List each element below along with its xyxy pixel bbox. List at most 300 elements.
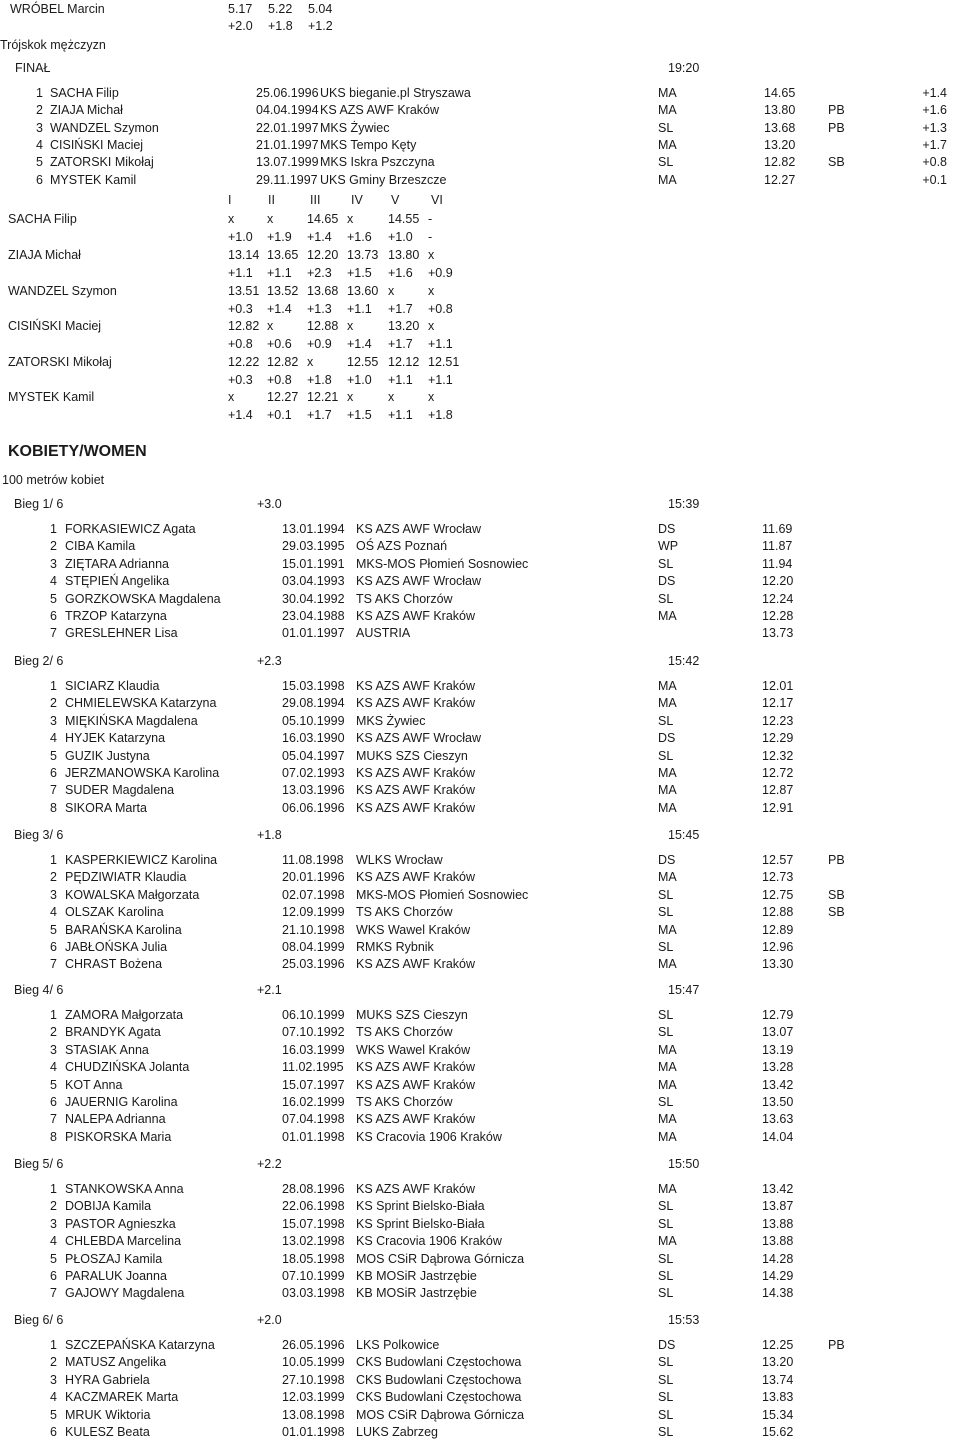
birth-date: 29.08.1994: [282, 696, 345, 710]
attempt-wind: +1.6: [347, 230, 372, 244]
mark: 13.73: [762, 626, 794, 640]
club: LUKS Zabrzeg: [356, 1425, 438, 1439]
event-title: 100 metrów kobiet: [2, 473, 105, 487]
athlete-name: CISIŃSKI Maciej: [8, 319, 102, 333]
birth-date: 21.10.1998: [282, 923, 345, 937]
club: AUSTRIA: [356, 626, 411, 640]
club: KS AZS AWF Wrocław: [356, 522, 482, 536]
mark: 12.82: [764, 155, 796, 169]
club: KS AZS AWF Kraków: [356, 1078, 476, 1092]
wind: +1.3: [922, 121, 947, 135]
region: MA: [658, 1060, 677, 1074]
carry-mark: 5.22: [268, 2, 293, 16]
mark: 12.01: [762, 679, 794, 693]
attempt-mark: 14.55: [388, 212, 420, 226]
attempt-mark: 12.82: [228, 319, 260, 333]
attempt-mark: 12.12: [388, 355, 420, 369]
place: 1: [50, 522, 57, 536]
attempt-mark: x: [428, 284, 435, 298]
region: MA: [658, 609, 677, 623]
region: MA: [658, 1043, 677, 1057]
attempt-mark: -: [428, 212, 433, 226]
mark: 12.91: [762, 801, 794, 815]
attempt-mark: x: [228, 390, 235, 404]
region: SL: [658, 1199, 674, 1213]
athlete-name: GORZKOWSKA Magdalena: [65, 592, 221, 606]
attempt-mark: 13.65: [267, 248, 299, 262]
record-note: PB: [828, 121, 845, 135]
heat-wind: +2.2: [257, 1157, 282, 1171]
birth-date: 01.01.1997: [282, 626, 345, 640]
attempt-mark: x: [388, 284, 395, 298]
mark: 13.88: [762, 1217, 794, 1231]
heat-label: Bieg 2/ 6: [14, 654, 64, 668]
athlete-name: MATUSZ Angelika: [65, 1355, 167, 1369]
region: SL: [658, 1217, 674, 1231]
birth-date: 29.03.1995: [282, 539, 345, 553]
birth-date: 05.04.1997: [282, 749, 345, 763]
heat-time: 15:47: [668, 983, 700, 997]
mark: 13.07: [762, 1025, 794, 1039]
carry-name: WRÓBEL Marcin: [10, 2, 105, 16]
region: SL: [658, 592, 674, 606]
attempt-mark: 14.65: [307, 212, 339, 226]
carry-wind: +1.8: [268, 19, 293, 33]
birth-date: 13.03.1996: [282, 783, 345, 797]
attempt-mark: 13.51: [228, 284, 260, 298]
region: DS: [658, 1338, 676, 1352]
athlete-name: MIĘKIŃSKA Magdalena: [65, 714, 198, 728]
birth-date: 08.04.1999: [282, 940, 345, 954]
region: DS: [658, 522, 676, 536]
attempt-wind: +1.1: [388, 373, 413, 387]
attempt-wind: +1.0: [388, 230, 413, 244]
wind: +1.4: [922, 86, 947, 100]
place: 4: [50, 905, 57, 919]
athlete-name: ZIAJA Michał: [8, 248, 81, 262]
place: 6: [50, 940, 57, 954]
heat-wind: +2.0: [257, 1313, 282, 1327]
mark: 12.87: [762, 783, 794, 797]
attempt-wind: +1.8: [307, 373, 332, 387]
attempt-mark: 12.88: [307, 319, 339, 333]
birth-date: 01.01.1998: [282, 1425, 345, 1439]
attempt-wind: +1.4: [307, 230, 332, 244]
attempt-mark: 12.27: [267, 390, 299, 404]
birth-date: 15.01.1991: [282, 557, 345, 571]
club: MOS CSiR Dąbrowa Górnicza: [356, 1408, 525, 1422]
club: KS Cracovia 1906 Kraków: [356, 1130, 502, 1144]
birth-date: 06.10.1999: [282, 1008, 345, 1022]
attempt-mark: x: [347, 212, 354, 226]
place: 7: [50, 1286, 57, 1300]
athlete-name: SACHA Filip: [8, 212, 77, 226]
place: 1: [50, 1338, 57, 1352]
region: SL: [658, 155, 674, 169]
heat-label: Bieg 1/ 6: [14, 497, 64, 511]
attempt-mark: 12.22: [228, 355, 260, 369]
athlete-name: DOBIJA Kamila: [65, 1199, 152, 1213]
birth-date: 13.02.1998: [282, 1234, 345, 1248]
club: MKS Tempo Kęty: [320, 138, 417, 152]
club: CKS Budowlani Częstochowa: [356, 1373, 522, 1387]
heat-wind: +1.8: [257, 828, 282, 842]
attempt-mark: 13.60: [347, 284, 379, 298]
region: SL: [658, 888, 674, 902]
birth-date: 20.01.1996: [282, 870, 345, 884]
club: KS AZS AWF Kraków: [320, 103, 440, 117]
place: 2: [50, 1025, 57, 1039]
region: MA: [658, 1182, 677, 1196]
athlete-name: KULESZ Beata: [65, 1425, 150, 1439]
mark: 13.83: [762, 1390, 794, 1404]
birth-date: 28.08.1996: [282, 1182, 345, 1196]
place: 5: [50, 923, 57, 937]
heat-label: Bieg 4/ 6: [14, 983, 64, 997]
attempt-wind: +1.0: [228, 230, 253, 244]
birth-date: 13.01.1994: [282, 522, 345, 536]
region: DS: [658, 853, 676, 867]
athlete-name: STANKOWSKA Anna: [65, 1182, 184, 1196]
athlete-name: MYSTEK Kamil: [50, 173, 137, 187]
birth-date: 04.04.1994: [256, 103, 319, 117]
attempt-wind: +0.9: [428, 266, 453, 280]
mark: 12.25: [762, 1338, 794, 1352]
athlete-name: PŁOSZAJ Kamila: [65, 1252, 163, 1266]
place: 6: [36, 173, 43, 187]
birth-date: 22.06.1998: [282, 1199, 345, 1213]
mark: 11.87: [762, 539, 793, 553]
place: 4: [50, 1060, 57, 1074]
place: 4: [50, 1390, 57, 1404]
mark: 13.19: [762, 1043, 794, 1057]
birth-date: 25.06.1996: [256, 86, 319, 100]
section-heading: KOBIETY/WOMEN: [8, 443, 147, 460]
athlete-name: PĘDZIWIATR Klaudia: [65, 870, 187, 884]
attempt-wind: +1.7: [388, 337, 413, 351]
place: 3: [50, 557, 57, 571]
attempt-mark: x: [267, 319, 274, 333]
attempt-wind: +2.3: [307, 266, 332, 280]
heat-wind: +2.1: [257, 983, 282, 997]
mark: 14.28: [762, 1252, 794, 1266]
heat-time: 15:42: [668, 654, 700, 668]
place: 6: [50, 1269, 57, 1283]
birth-date: 25.03.1996: [282, 957, 345, 971]
athlete-name: CHLEBDA Marcelina: [65, 1234, 182, 1248]
birth-date: 29.11.1997: [256, 173, 318, 187]
birth-date: 23.04.1988: [282, 609, 345, 623]
place: 6: [50, 1425, 57, 1439]
region: DS: [658, 574, 676, 588]
carry-wind: +2.0: [228, 19, 253, 33]
athlete-name: CHMIELEWSKA Katarzyna: [65, 696, 217, 710]
athlete-name: SACHA Filip: [50, 86, 119, 100]
athlete-name: STASIAK Anna: [65, 1043, 149, 1057]
athlete-name: HYRA Gabriela: [65, 1373, 150, 1387]
region: MA: [658, 679, 677, 693]
athlete-name: GRESLEHNER Lisa: [65, 626, 178, 640]
wind: +1.6: [922, 103, 947, 117]
club: KS AZS AWF Kraków: [356, 1112, 476, 1126]
carry-mark: 5.17: [228, 2, 253, 16]
mark: 12.73: [762, 870, 794, 884]
club: CKS Budowlani Częstochowa: [356, 1355, 522, 1369]
attempt-mark: 13.14: [228, 248, 260, 262]
club: KS AZS AWF Kraków: [356, 696, 476, 710]
athlete-name: PISKORSKA Maria: [65, 1130, 172, 1144]
attempt-wind: +1.3: [307, 302, 332, 316]
region: MA: [658, 1112, 677, 1126]
mark: 12.29: [762, 731, 794, 745]
athlete-name: JERZMANOWSKA Karolina: [65, 766, 220, 780]
club: KS AZS AWF Wrocław: [356, 574, 482, 588]
place: 2: [50, 1355, 57, 1369]
place: 3: [50, 714, 57, 728]
record-note: SB: [828, 888, 845, 902]
athlete-name: NALEPA Adrianna: [65, 1112, 166, 1126]
club: TS AKS Chorzów: [356, 1025, 453, 1039]
attempt-header: II: [268, 193, 275, 207]
athlete-name: ZATORSKI Mikołaj: [50, 155, 154, 169]
place: 5: [50, 592, 57, 606]
attempt-wind: +0.3: [228, 302, 253, 316]
athlete-name: MYSTEK Kamil: [8, 390, 95, 404]
attempt-header: V: [391, 193, 400, 207]
event-title: Trójskok mężczyzn: [0, 38, 106, 52]
record-note: PB: [828, 853, 845, 867]
club: RMKS Rybnik: [356, 940, 434, 954]
mark: 14.04: [762, 1130, 794, 1144]
attempt-wind: +0.1: [267, 408, 292, 422]
mark: 13.28: [762, 1060, 794, 1074]
wind: +1.7: [922, 138, 947, 152]
mark: 12.72: [762, 766, 794, 780]
place: 1: [50, 1182, 57, 1196]
attempt-header: III: [310, 193, 321, 207]
club: MKS Żywiec: [320, 121, 390, 135]
place: 2: [50, 1199, 57, 1213]
attempt-mark: 13.52: [267, 284, 299, 298]
place: 1: [50, 679, 57, 693]
place: 7: [50, 783, 57, 797]
region: SL: [658, 905, 674, 919]
region: SL: [658, 1355, 674, 1369]
birth-date: 13.08.1998: [282, 1408, 345, 1422]
mark: 12.23: [762, 714, 794, 728]
athlete-name: CIBA Kamila: [65, 539, 136, 553]
mark: 13.87: [762, 1199, 794, 1213]
athlete-name: SZCZEPAŃSKA Katarzyna: [65, 1338, 215, 1352]
place: 4: [50, 574, 57, 588]
athlete-name: KACZMAREK Marta: [65, 1390, 179, 1404]
place: 5: [50, 1408, 57, 1422]
club: KS AZS AWF Kraków: [356, 609, 476, 623]
mark: 14.38: [762, 1286, 794, 1300]
birth-date: 15.07.1997: [282, 1078, 345, 1092]
place: 4: [50, 1234, 57, 1248]
region: SL: [658, 1095, 674, 1109]
carry-wind: +1.2: [308, 19, 333, 33]
birth-date: 07.10.1999: [282, 1269, 345, 1283]
place: 3: [50, 888, 57, 902]
athlete-name: FORKASIEWICZ Agata: [65, 522, 196, 536]
birth-date: 03.04.1993: [282, 574, 345, 588]
club: KS AZS AWF Kraków: [356, 783, 476, 797]
place: 3: [50, 1373, 57, 1387]
mark: 12.88: [762, 905, 794, 919]
region: MA: [658, 138, 677, 152]
athlete-name: SIKORA Marta: [65, 801, 147, 815]
region: SL: [658, 1025, 674, 1039]
club: KS AZS AWF Kraków: [356, 1060, 476, 1074]
place: 6: [50, 766, 57, 780]
attempt-wind: +1.1: [428, 373, 453, 387]
athlete-name: WANDZEL Szymon: [50, 121, 159, 135]
mark: 14.65: [764, 86, 796, 100]
club: UKS Gminy Brzeszcze: [320, 173, 447, 187]
birth-date: 02.07.1998: [282, 888, 345, 902]
region: SL: [658, 749, 674, 763]
mark: 13.68: [764, 121, 796, 135]
attempt-wind: +1.1: [228, 266, 253, 280]
birth-date: 16.02.1999: [282, 1095, 345, 1109]
attempt-wind: +1.1: [347, 302, 372, 316]
club: MKS Żywiec: [356, 714, 426, 728]
athlete-name: SUDER Magdalena: [65, 783, 175, 797]
heat-time: 15:39: [668, 497, 700, 511]
region: MA: [658, 103, 677, 117]
attempt-mark: x: [347, 390, 354, 404]
club: KB MOSiR Jastrzębie: [356, 1269, 477, 1283]
region: MA: [658, 783, 677, 797]
birth-date: 18.05.1998: [282, 1252, 345, 1266]
mark: 13.42: [762, 1182, 794, 1196]
place: 7: [50, 1112, 57, 1126]
athlete-name: ZATORSKI Mikołaj: [8, 355, 112, 369]
mark: 12.89: [762, 923, 794, 937]
birth-date: 12.09.1999: [282, 905, 345, 919]
club: WLKS Wrocław: [356, 853, 443, 867]
mark: 13.30: [762, 957, 794, 971]
wind: +0.1: [922, 173, 947, 187]
athlete-name: KOT Anna: [65, 1078, 123, 1092]
region: MA: [658, 1078, 677, 1092]
region: MA: [658, 957, 677, 971]
region: MA: [658, 1234, 677, 1248]
place: 5: [50, 749, 57, 763]
birth-date: 15.07.1998: [282, 1217, 345, 1231]
athlete-name: BRANDYK Agata: [65, 1025, 161, 1039]
attempt-wind: +0.8: [228, 337, 253, 351]
club: TS AKS Chorzów: [356, 905, 453, 919]
region: SL: [658, 714, 674, 728]
athlete-name: KASPERKIEWICZ Karolina: [65, 853, 218, 867]
region: MA: [658, 766, 677, 780]
attempt-wind: +1.0: [347, 373, 372, 387]
athlete-name: JABŁOŃSKA Julia: [65, 940, 168, 954]
athlete-name: KOWALSKA Małgorzata: [65, 888, 200, 902]
club: KS Cracovia 1906 Kraków: [356, 1234, 502, 1248]
birth-date: 16.03.1990: [282, 731, 345, 745]
athlete-name: PARALUK Joanna: [65, 1269, 167, 1283]
attempt-header: VI: [431, 193, 443, 207]
birth-date: 07.02.1993: [282, 766, 345, 780]
mark: 13.42: [762, 1078, 794, 1092]
mark: 11.94: [762, 557, 793, 571]
club: KS AZS AWF Wrocław: [356, 731, 482, 745]
athlete-name: ZIĘTARA Adrianna: [65, 557, 169, 571]
athlete-name: HYJEK Katarzyna: [65, 731, 166, 745]
place: 3: [36, 121, 43, 135]
heat-wind: +2.3: [257, 654, 282, 668]
attempt-mark: 13.20: [388, 319, 420, 333]
region: SL: [658, 1269, 674, 1283]
region: MA: [658, 801, 677, 815]
club: KS Sprint Bielsko-Biała: [356, 1217, 485, 1231]
birth-date: 11.08.1998: [282, 853, 344, 867]
region: SL: [658, 1008, 674, 1022]
mark: 15.34: [762, 1408, 794, 1422]
region: MA: [658, 870, 677, 884]
attempt-wind: +1.1: [267, 266, 292, 280]
place: 5: [50, 1078, 57, 1092]
attempt-wind: +1.1: [388, 408, 413, 422]
region: SL: [658, 1252, 674, 1266]
birth-date: 30.04.1992: [282, 592, 345, 606]
birth-date: 05.10.1999: [282, 714, 345, 728]
attempt-mark: 13.73: [347, 248, 379, 262]
birth-date: 03.03.1998: [282, 1286, 345, 1300]
athlete-name: JAUERNIG Karolina: [65, 1095, 178, 1109]
club: WKS Wawel Kraków: [356, 1043, 471, 1057]
heat-label: Bieg 3/ 6: [14, 828, 64, 842]
athlete-name: WANDZEL Szymon: [8, 284, 117, 298]
region: SL: [658, 1425, 674, 1439]
mark: 13.63: [762, 1112, 794, 1126]
attempt-mark: 13.68: [307, 284, 339, 298]
club: MUKS SZS Cieszyn: [356, 749, 468, 763]
place: 1: [50, 853, 57, 867]
attempt-mark: 13.80: [388, 248, 420, 262]
athlete-name: GAJOWY Magdalena: [65, 1286, 185, 1300]
region: SL: [658, 1286, 674, 1300]
region: MA: [658, 923, 677, 937]
place: 2: [50, 539, 57, 553]
mark: 13.20: [762, 1355, 794, 1369]
birth-date: 21.01.1997: [256, 138, 319, 152]
place: 5: [36, 155, 43, 169]
attempt-header: IV: [351, 193, 363, 207]
region: MA: [658, 173, 677, 187]
region: SL: [658, 1408, 674, 1422]
mark: 12.24: [762, 592, 794, 606]
athlete-name: PASTOR Agnieszka: [65, 1217, 176, 1231]
athlete-name: TRZOP Katarzyna: [65, 609, 167, 623]
birth-date: 01.01.1998: [282, 1130, 345, 1144]
athlete-name: CISIŃSKI Maciej: [50, 138, 144, 152]
mark: 13.88: [762, 1234, 794, 1248]
place: 3: [50, 1217, 57, 1231]
attempt-wind: +1.5: [347, 408, 372, 422]
attempt-wind: +1.4: [228, 408, 253, 422]
attempt-mark: x: [307, 355, 314, 369]
mark: 13.80: [764, 103, 796, 117]
club: OŚ AZS Poznań: [356, 539, 448, 553]
region: MA: [658, 696, 677, 710]
club: KS AZS AWF Kraków: [356, 801, 476, 815]
place: 4: [36, 138, 43, 152]
